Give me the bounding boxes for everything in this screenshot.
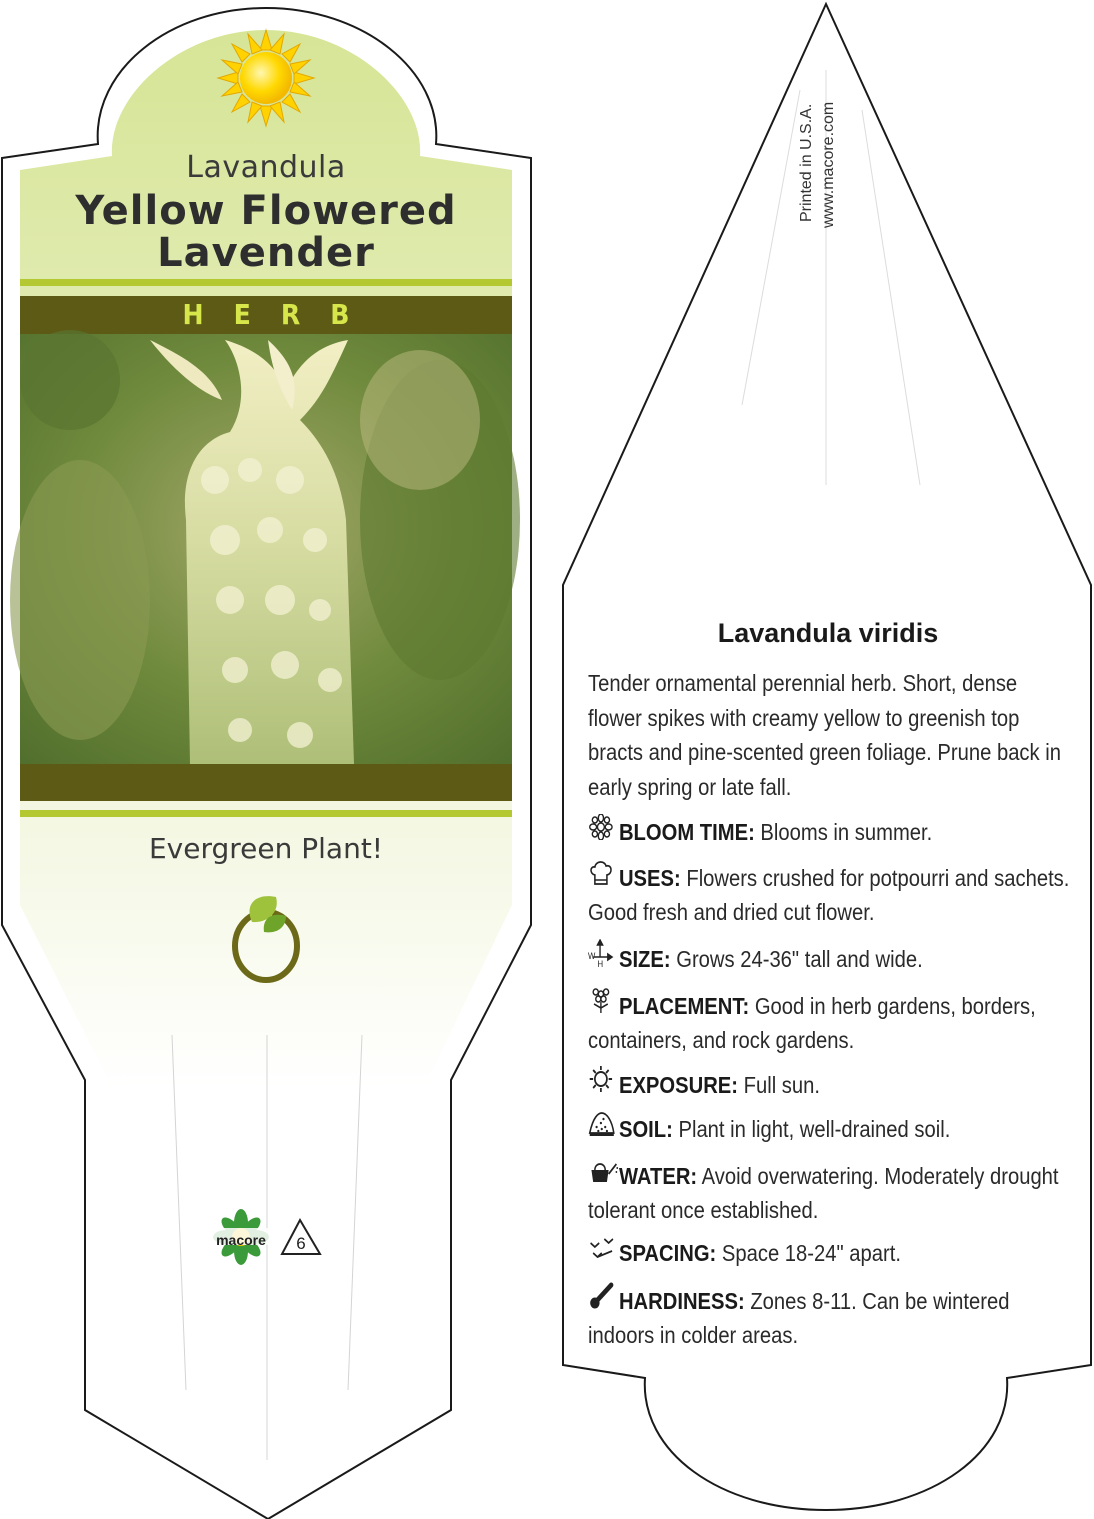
- thermometer-icon: [588, 1281, 619, 1318]
- common-name-line1: Yellow Flowered: [75, 188, 457, 234]
- plant-description: Tender ornamental perennial herb. Short, dense flower spikes with creamy yellow to greenish top bracts and pine-scented green foliage. Prune back in early spring or late fall.: [588, 670, 1061, 800]
- info-spacing: [588, 1235, 1070, 1270]
- info-label: BLOOM TIME:: [618, 819, 755, 845]
- info-water: [588, 1156, 1070, 1227]
- common-name-line2: Lavender: [157, 230, 375, 276]
- info-exposure: [588, 1065, 1070, 1102]
- category-label: HERB: [182, 298, 380, 331]
- brand-name: macore: [216, 1232, 266, 1248]
- info-label: WATER:: [618, 1163, 698, 1189]
- printed-in: Printed in U.S.A.: [798, 103, 815, 222]
- placement-flower-icon: [588, 986, 619, 1023]
- info-text: Flowers crushed for potpourri and sachets. Good fresh and dried cut flower.: [588, 865, 1070, 925]
- info-label: SPACING:: [618, 1240, 717, 1266]
- genus-name: Lavandula: [186, 150, 346, 185]
- info-hardiness: [588, 1281, 1070, 1352]
- info-text: Grows 24-36" tall and wide.: [676, 946, 923, 972]
- svg-text:H: H: [597, 958, 604, 967]
- info-label: SIZE:: [618, 946, 671, 972]
- info-label: PLACEMENT:: [618, 993, 750, 1019]
- info-label: HARDINESS:: [618, 1288, 745, 1314]
- info-label: SOIL:: [618, 1116, 673, 1142]
- info-text: Good in herb gardens, borders, containers, and rock gardens.: [588, 993, 1036, 1053]
- info-soil: [588, 1109, 1070, 1146]
- soil-icon: [588, 1109, 619, 1146]
- info-label: EXPOSURE:: [618, 1072, 739, 1098]
- info-text: Zones 8-11. Can be wintered indoors in colder areas.: [588, 1288, 1010, 1348]
- info-text: Full sun.: [743, 1072, 821, 1098]
- printed-info: [790, 70, 837, 230]
- flower-icon: [588, 814, 619, 849]
- svg-text:W: W: [588, 950, 596, 962]
- size-icon: [588, 939, 619, 976]
- sun-outline-icon: [588, 1065, 619, 1102]
- info-bloom-time: [588, 814, 1070, 849]
- tagline: Evergreen Plant!: [148, 832, 384, 865]
- scientific-name: Lavandula viridis: [717, 618, 939, 648]
- info-text: Avoid overwatering. Moderately drought tolerant once established.: [588, 1163, 1059, 1223]
- info-placement: [588, 986, 1070, 1057]
- website: www.macore.com: [820, 101, 837, 228]
- info-size: [588, 939, 1070, 976]
- spacing-icon: [588, 1235, 619, 1270]
- info-uses: [588, 860, 1070, 929]
- info-text: Blooms in summer.: [760, 819, 933, 845]
- info-text: Plant in light, well-drained soil.: [678, 1116, 951, 1142]
- info-label: USES:: [618, 865, 681, 891]
- info-text: Space 18-24" apart.: [721, 1240, 901, 1266]
- watering-can-icon: [588, 1156, 619, 1193]
- recycling-code: 6: [296, 1234, 306, 1253]
- chef-hat-icon: [588, 860, 619, 895]
